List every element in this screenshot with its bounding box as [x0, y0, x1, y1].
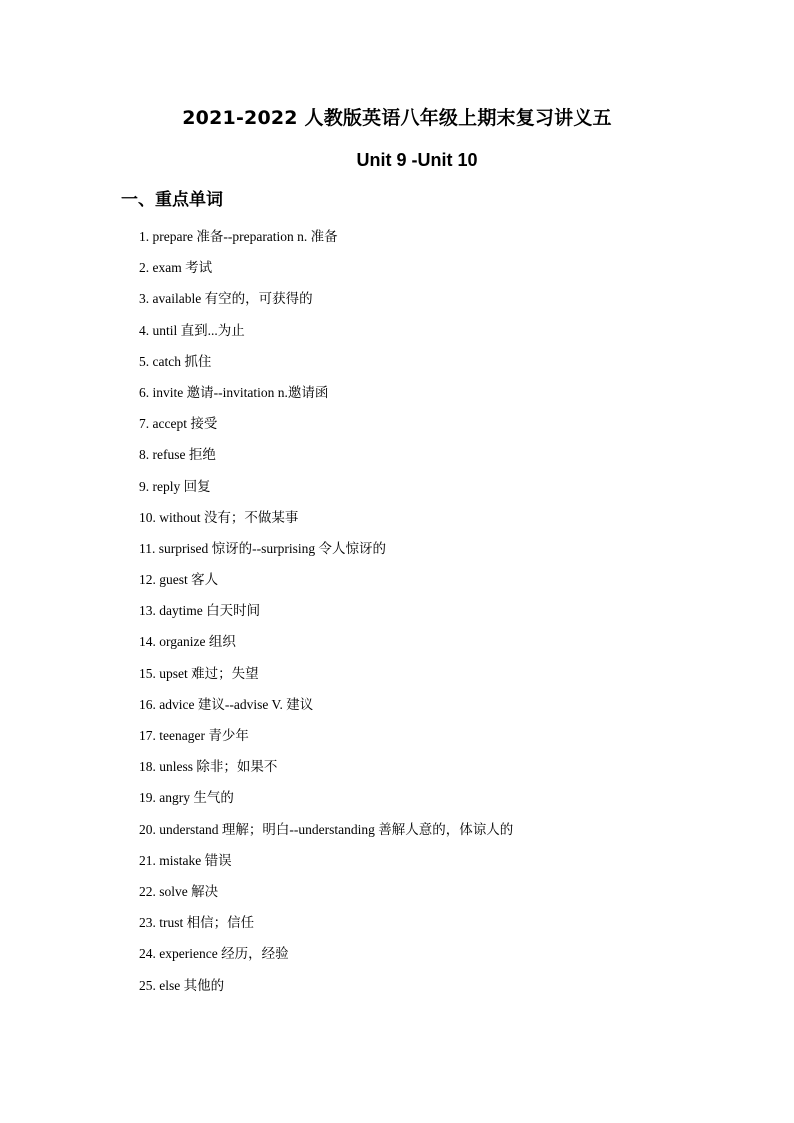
vocab-item: 6. invite 邀请--invitation n.邀请函 [139, 384, 329, 400]
document-subtitle: Unit 9 -Unit 10 [356, 150, 478, 170]
vocab-item: 24. experience 经历，经验 [139, 946, 289, 962]
vocab-item: 16. advice 建议--advise V. 建议 [139, 696, 314, 712]
vocab-item: 3. available 有空的，可获得的 [139, 291, 313, 307]
vocab-item: 4. until 直到...为止 [139, 322, 245, 338]
vocab-item: 8. refuse 拒绝 [139, 447, 216, 463]
vocab-item: 25. else 其他的 [139, 977, 225, 993]
section-heading-key-words: 一、重点单词 [121, 190, 223, 210]
vocab-item: 1. prepare 准备--preparation n. 准备 [139, 229, 338, 244]
vocab-item: 17. teenager 青少年 [139, 728, 249, 743]
vocab-item: 18. unless 除非；如果不 [139, 759, 278, 775]
vocab-item: 21. mistake 错误 [139, 852, 232, 868]
vocab-item: 19. angry 生气的 [139, 790, 234, 806]
vocab-item: 5. catch 抓住 [139, 353, 212, 369]
vocab-item: 14. organize 组织 [139, 634, 236, 650]
vocab-item: 9. reply 回复 [139, 478, 211, 494]
vocab-item: 15. upset 难过；失望 [139, 665, 259, 681]
vocab-item: 10. without 没有；不做某事 [139, 509, 299, 525]
document-title: 2021-2022 人教版英语八年级上期末复习讲义五 [182, 107, 612, 129]
vocab-item: 22. solve 解决 [139, 883, 219, 899]
vocab-item: 11. surprised 惊讶的--surprising 令人惊讶的 [139, 540, 386, 556]
vocabulary-list [139, 227, 513, 1007]
vocab-item: 23. trust 相信；信任 [139, 915, 255, 931]
vocab-item: 12. guest 客人 [139, 572, 219, 588]
vocab-item: 13. daytime 白天时间 [139, 603, 261, 619]
vocab-item: 2. exam 考试 [139, 260, 213, 276]
vocab-item: 7. accept 接受 [139, 416, 218, 432]
vocab-item: 20. understand 理解；明白--understanding 善解人意的，体谅人的 [139, 821, 514, 837]
